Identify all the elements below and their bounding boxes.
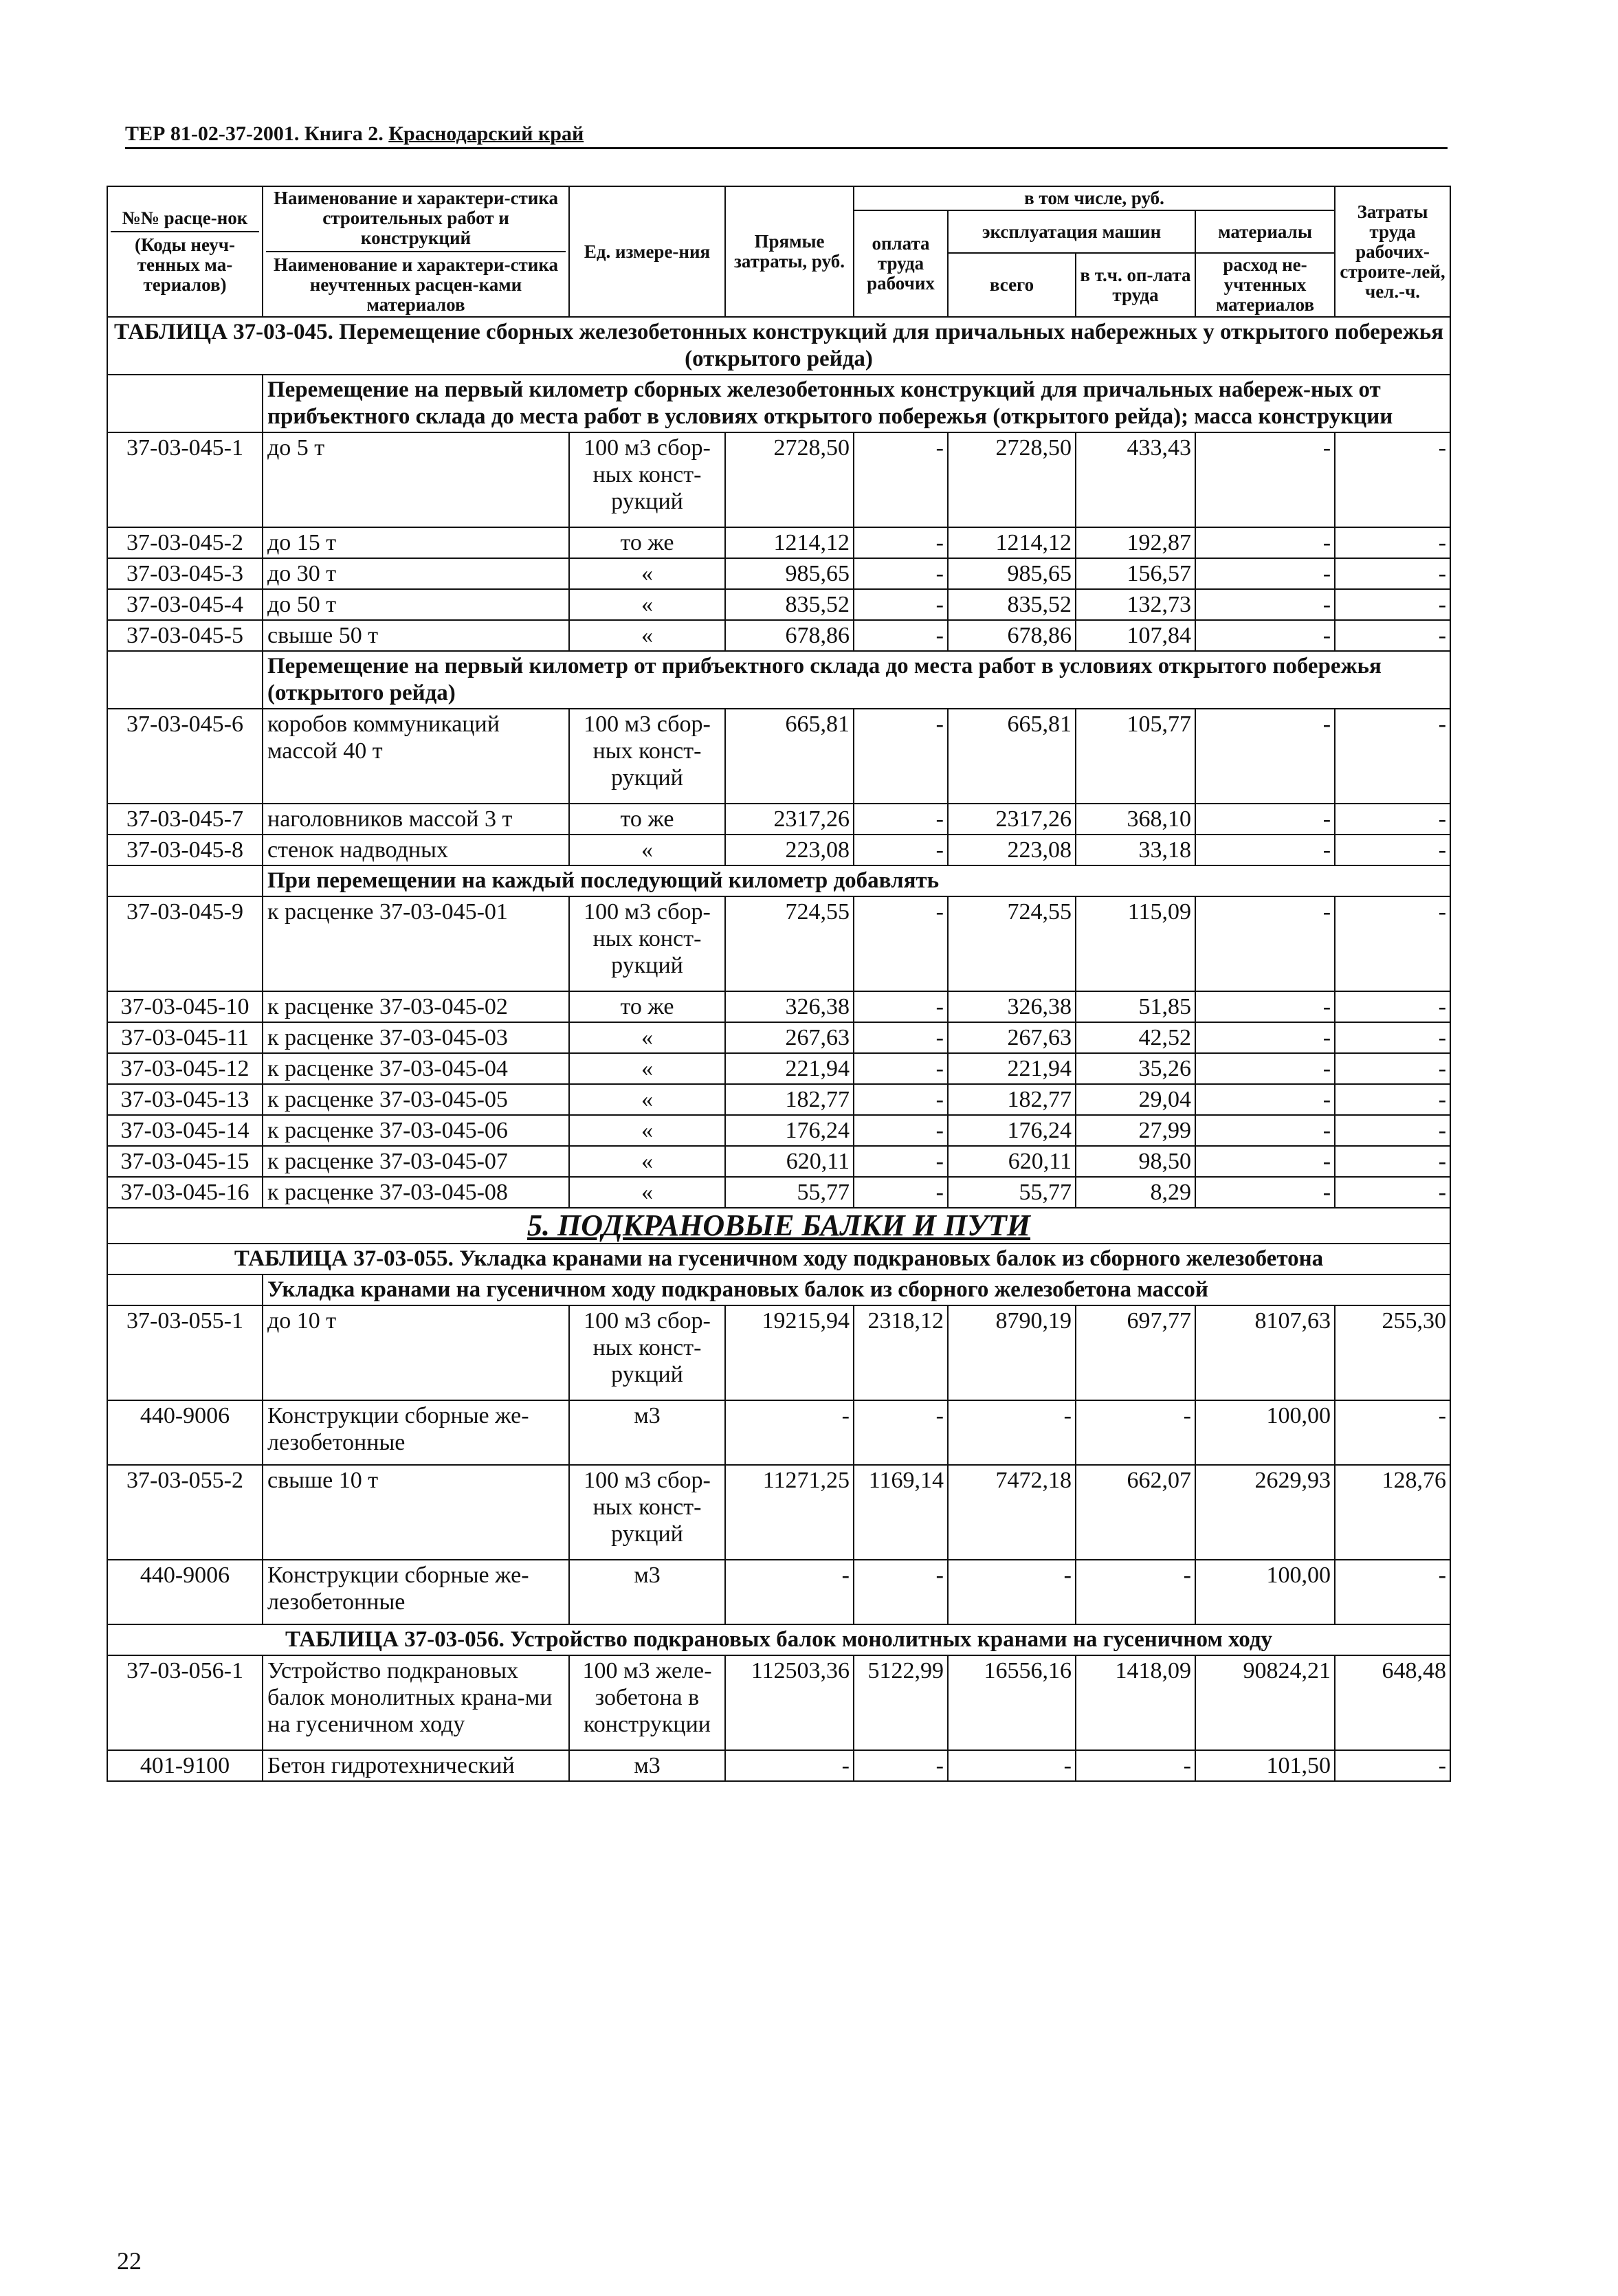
machines-total-cell: 55,77 — [948, 1177, 1076, 1208]
unit-cell: м3 — [569, 1560, 725, 1624]
group-heading: Перемещение на первый километр сборных железобетонных конструкций для причальных набереж-ных от прибъектного склада до места работ в условиях открытого побережья (открытого рейда); масса конструкции — [263, 375, 1450, 432]
labor-pay-cell: - — [854, 1115, 948, 1146]
labor-cost-cell: - — [1335, 589, 1450, 620]
col-incl-header: в том числе, руб. — [854, 186, 1335, 210]
materials-cell: - — [1195, 709, 1335, 804]
rate-code-cell: 37-03-045-9 — [107, 896, 263, 991]
labor-pay-cell: - — [854, 1750, 948, 1781]
col-name-header: Наименование и характери-стика строительных работ и конструкций Наименование и характери-стика неучтенных расцен-ками материалов — [263, 186, 569, 317]
materials-cell: - — [1195, 1146, 1335, 1177]
machines-labor-cell: 51,85 — [1076, 991, 1195, 1022]
rate-code-cell: 440-9006 — [107, 1400, 263, 1465]
machines-labor-cell: - — [1076, 1400, 1195, 1465]
machines-total-cell: - — [948, 1750, 1076, 1781]
direct-cost-cell: 221,94 — [725, 1053, 854, 1084]
machines-total-cell: 2317,26 — [948, 804, 1076, 835]
table-header — [107, 186, 1450, 317]
col-machines-total-header: всего — [948, 253, 1076, 317]
direct-cost-cell: 678,86 — [725, 620, 854, 651]
table-caption-row — [107, 1244, 1450, 1274]
work-name-cell: к расценке 37-03-045-08 — [263, 1177, 569, 1208]
work-name-cell: до 30 т — [263, 558, 569, 589]
machines-total-cell: 182,77 — [948, 1084, 1076, 1115]
work-name-cell: к расценке 37-03-045-06 — [263, 1115, 569, 1146]
labor-cost-cell: - — [1335, 1750, 1450, 1781]
labor-pay-cell: 2318,12 — [854, 1305, 948, 1400]
table-row — [107, 1465, 1450, 1560]
unit-cell: 100 м3 сбор-ных конст-рукций — [569, 896, 725, 991]
labor-pay-cell: 1169,14 — [854, 1465, 948, 1560]
materials-cell: 8107,63 — [1195, 1305, 1335, 1400]
labor-pay-cell: - — [854, 1400, 948, 1465]
unit-cell: то же — [569, 991, 725, 1022]
table-row — [107, 558, 1450, 589]
table-row — [107, 620, 1450, 651]
table-row — [107, 1750, 1450, 1781]
unit-cell: м3 — [569, 1400, 725, 1465]
direct-cost-cell: 326,38 — [725, 991, 854, 1022]
group-heading-row — [107, 651, 1450, 709]
machines-labor-cell: 156,57 — [1076, 558, 1195, 589]
machines-total-cell: 835,52 — [948, 589, 1076, 620]
work-name-cell: стенок надводных — [263, 835, 569, 865]
rate-code-cell: 37-03-055-1 — [107, 1305, 263, 1400]
machines-labor-cell: 8,29 — [1076, 1177, 1195, 1208]
table-row — [107, 709, 1450, 804]
rate-code-cell: 37-03-045-10 — [107, 991, 263, 1022]
table-caption: ТАБЛИЦА 37-03-045. Перемещение сборных железобетонных конструкций для причальных набережных у открытого побережья (открытого рейда) — [107, 317, 1450, 375]
rate-code-cell: 37-03-045-2 — [107, 527, 263, 558]
work-name-cell: к расценке 37-03-045-07 — [263, 1146, 569, 1177]
materials-cell: - — [1195, 558, 1335, 589]
labor-pay-cell: - — [854, 896, 948, 991]
labor-pay-cell: - — [854, 1560, 948, 1624]
machines-labor-cell: - — [1076, 1560, 1195, 1624]
machines-total-cell: - — [948, 1560, 1076, 1624]
materials-cell: - — [1195, 804, 1335, 835]
work-name-cell: Устройство подкрановых балок монолитных крана-ми на гусеничном ходу — [263, 1655, 569, 1750]
work-name-cell: к расценке 37-03-045-05 — [263, 1084, 569, 1115]
materials-cell: - — [1195, 896, 1335, 991]
rate-code-cell: 37-03-045-15 — [107, 1146, 263, 1177]
direct-cost-cell: 176,24 — [725, 1115, 854, 1146]
table-row — [107, 1560, 1450, 1624]
unit-cell: « — [569, 1146, 725, 1177]
rate-code-cell: 440-9006 — [107, 1560, 263, 1624]
col-code-header: №№ расце-нок (Коды неуч-тенных ма-териалов) — [107, 186, 263, 317]
materials-cell: - — [1195, 1084, 1335, 1115]
table-row — [107, 432, 1450, 527]
labor-cost-cell: - — [1335, 1400, 1450, 1465]
unit-cell: м3 — [569, 1750, 725, 1781]
labor-cost-cell: 255,30 — [1335, 1305, 1450, 1400]
section-title: 5. ПОДКРАНОВЫЕ БАЛКИ И ПУТИ — [107, 1208, 1450, 1244]
direct-cost-cell: 267,63 — [725, 1022, 854, 1053]
unit-cell: « — [569, 1022, 725, 1053]
machines-total-cell: 176,24 — [948, 1115, 1076, 1146]
work-name-cell: Конструкции сборные же-лезобетонные — [263, 1400, 569, 1465]
materials-cell: - — [1195, 1115, 1335, 1146]
labor-pay-cell: - — [854, 527, 948, 558]
col-labor-pay-header: оплата труда рабочих — [854, 210, 948, 317]
rate-code-cell: 37-03-045-14 — [107, 1115, 263, 1146]
unit-cell: « — [569, 1084, 725, 1115]
direct-cost-cell: 19215,94 — [725, 1305, 854, 1400]
materials-cell: - — [1195, 432, 1335, 527]
machines-labor-cell: 1418,09 — [1076, 1655, 1195, 1750]
machines-labor-cell: 105,77 — [1076, 709, 1195, 804]
machines-labor-cell: 35,26 — [1076, 1053, 1195, 1084]
unit-cell: 100 м3 желе-зобетона в конструкции — [569, 1655, 725, 1750]
machines-labor-cell: 433,43 — [1076, 432, 1195, 527]
labor-pay-cell: - — [854, 991, 948, 1022]
labor-pay-cell: - — [854, 1022, 948, 1053]
materials-cell: 90824,21 — [1195, 1655, 1335, 1750]
price-table — [107, 186, 1451, 1782]
machines-labor-cell: 107,84 — [1076, 620, 1195, 651]
labor-cost-cell: - — [1335, 896, 1450, 991]
machines-labor-cell: 662,07 — [1076, 1465, 1195, 1560]
machines-labor-cell: - — [1076, 1750, 1195, 1781]
group-heading-code-cell — [107, 651, 263, 709]
unit-cell: то же — [569, 804, 725, 835]
table-row — [107, 1655, 1450, 1750]
work-name-cell: к расценке 37-03-045-04 — [263, 1053, 569, 1084]
rate-code-cell: 37-03-045-3 — [107, 558, 263, 589]
rate-code-cell: 37-03-045-5 — [107, 620, 263, 651]
unit-cell: « — [569, 620, 725, 651]
unit-cell: то же — [569, 527, 725, 558]
unit-cell: 100 м3 сбор-ных конст-рукций — [569, 1305, 725, 1400]
rate-code-cell: 37-03-045-7 — [107, 804, 263, 835]
direct-cost-cell: 2728,50 — [725, 432, 854, 527]
rate-code-cell: 37-03-056-1 — [107, 1655, 263, 1750]
labor-pay-cell: - — [854, 558, 948, 589]
machines-labor-cell: 192,87 — [1076, 527, 1195, 558]
unit-cell: « — [569, 1115, 725, 1146]
table-row — [107, 1177, 1450, 1208]
machines-labor-cell: 29,04 — [1076, 1084, 1195, 1115]
direct-cost-cell: 985,65 — [725, 558, 854, 589]
group-heading: Укладка кранами на гусеничном ходу подкрановых балок из сборного железобетона массой — [263, 1274, 1450, 1305]
machines-total-cell: 221,94 — [948, 1053, 1076, 1084]
work-name-cell: свыше 10 т — [263, 1465, 569, 1560]
table-row — [107, 1146, 1450, 1177]
labor-cost-cell: - — [1335, 432, 1450, 527]
direct-cost-cell: 724,55 — [725, 896, 854, 991]
table-row — [107, 835, 1450, 865]
table-row — [107, 991, 1450, 1022]
group-heading: Перемещение на первый километр от прибъектного склада до места работ в условиях открытого побережья (открытого рейда) — [263, 651, 1450, 709]
machines-labor-cell: 368,10 — [1076, 804, 1195, 835]
labor-cost-cell: - — [1335, 835, 1450, 865]
materials-cell: - — [1195, 1177, 1335, 1208]
table-row — [107, 1053, 1450, 1084]
document-header — [125, 122, 1448, 149]
direct-cost-cell: - — [725, 1400, 854, 1465]
machines-labor-cell: 697,77 — [1076, 1305, 1195, 1400]
direct-cost-cell: 112503,36 — [725, 1655, 854, 1750]
machines-total-cell: - — [948, 1400, 1076, 1465]
materials-cell: - — [1195, 589, 1335, 620]
page-number: 22 — [117, 2247, 142, 2275]
materials-cell: - — [1195, 835, 1335, 865]
labor-cost-cell: - — [1335, 1022, 1450, 1053]
unit-cell: « — [569, 558, 725, 589]
labor-cost-cell: - — [1335, 558, 1450, 589]
machines-total-cell: 1214,12 — [948, 527, 1076, 558]
labor-cost-cell: 128,76 — [1335, 1465, 1450, 1560]
group-heading-code-cell — [107, 865, 263, 896]
table-caption: ТАБЛИЦА 37-03-056. Устройство подкрановых балок монолитных кранами на гусеничном ходу — [107, 1624, 1450, 1655]
machines-total-cell: 223,08 — [948, 835, 1076, 865]
work-name-cell: свыше 50 т — [263, 620, 569, 651]
table-row — [107, 1022, 1450, 1053]
machines-total-cell: 678,86 — [948, 620, 1076, 651]
rate-code-cell: 37-03-045-12 — [107, 1053, 263, 1084]
labor-cost-cell: - — [1335, 1177, 1450, 1208]
work-name-cell: до 50 т — [263, 589, 569, 620]
col-labor-cost-header: Затраты труда рабочих-строите-лей, чел.-ч. — [1335, 186, 1450, 317]
table-row — [107, 1305, 1450, 1400]
machines-labor-cell: 42,52 — [1076, 1022, 1195, 1053]
col-materials-header: материалы — [1195, 210, 1335, 253]
direct-cost-cell: 182,77 — [725, 1084, 854, 1115]
labor-pay-cell: - — [854, 804, 948, 835]
materials-cell: - — [1195, 620, 1335, 651]
group-heading-code-cell — [107, 375, 263, 432]
labor-cost-cell: - — [1335, 1146, 1450, 1177]
direct-cost-cell: 2317,26 — [725, 804, 854, 835]
machines-labor-cell: 27,99 — [1076, 1115, 1195, 1146]
labor-cost-cell: - — [1335, 804, 1450, 835]
table-row — [107, 1400, 1450, 1465]
labor-pay-cell: - — [854, 1053, 948, 1084]
unit-cell: « — [569, 1177, 725, 1208]
labor-pay-cell: - — [854, 709, 948, 804]
table-caption: ТАБЛИЦА 37-03-055. Укладка кранами на гусеничном ходу подкрановых балок из сборного железобетона — [107, 1244, 1450, 1274]
work-name-cell: к расценке 37-03-045-02 — [263, 991, 569, 1022]
materials-cell: - — [1195, 1022, 1335, 1053]
group-heading-row — [107, 375, 1450, 432]
group-heading-row — [107, 1274, 1450, 1305]
work-name-cell: до 10 т — [263, 1305, 569, 1400]
header-region: Краснодарский край — [388, 122, 584, 145]
labor-pay-cell: - — [854, 1146, 948, 1177]
labor-pay-cell: - — [854, 589, 948, 620]
labor-cost-cell: - — [1335, 527, 1450, 558]
table-body — [107, 317, 1450, 1781]
labor-cost-cell: - — [1335, 1115, 1450, 1146]
unit-cell: « — [569, 589, 725, 620]
unit-cell: 100 м3 сбор-ных конст-рукций — [569, 432, 725, 527]
group-heading-code-cell — [107, 1274, 263, 1305]
work-name-cell: наголовников массой 3 т — [263, 804, 569, 835]
labor-pay-cell: - — [854, 835, 948, 865]
machines-labor-cell: 33,18 — [1076, 835, 1195, 865]
work-name-cell: к расценке 37-03-045-03 — [263, 1022, 569, 1053]
rate-code-cell: 37-03-045-1 — [107, 432, 263, 527]
table-row — [107, 896, 1450, 991]
labor-pay-cell: - — [854, 1177, 948, 1208]
header-title: ТЕР 81-02-37-2001. Книга 2. — [125, 122, 389, 145]
machines-total-cell: 724,55 — [948, 896, 1076, 991]
work-name-cell: Конструкции сборные же-лезобетонные — [263, 1560, 569, 1624]
table-row — [107, 1115, 1450, 1146]
labor-cost-cell: - — [1335, 1053, 1450, 1084]
rate-code-cell: 37-03-045-8 — [107, 835, 263, 865]
col-materials-sub-header: расход не-учтенных материалов — [1195, 253, 1335, 317]
labor-pay-cell: 5122,99 — [854, 1655, 948, 1750]
col-direct-header: Прямые затраты, руб. — [725, 186, 854, 317]
table-row — [107, 589, 1450, 620]
group-heading-row — [107, 865, 1450, 896]
rate-code-cell: 37-03-045-6 — [107, 709, 263, 804]
unit-cell: « — [569, 1053, 725, 1084]
table-caption-row — [107, 1624, 1450, 1655]
labor-cost-cell: - — [1335, 1084, 1450, 1115]
machines-total-cell: 620,11 — [948, 1146, 1076, 1177]
materials-cell: - — [1195, 527, 1335, 558]
col-machines-header: эксплуатация машин — [948, 210, 1195, 253]
labor-cost-cell: - — [1335, 620, 1450, 651]
materials-cell: - — [1195, 1053, 1335, 1084]
direct-cost-cell: 665,81 — [725, 709, 854, 804]
machines-labor-cell: 132,73 — [1076, 589, 1195, 620]
rate-code-cell: 37-03-055-2 — [107, 1465, 263, 1560]
machines-total-cell: 8790,19 — [948, 1305, 1076, 1400]
machines-labor-cell: 115,09 — [1076, 896, 1195, 991]
rate-code-cell: 37-03-045-11 — [107, 1022, 263, 1053]
table-row — [107, 527, 1450, 558]
work-name-cell: до 15 т — [263, 527, 569, 558]
work-name-cell: к расценке 37-03-045-01 — [263, 896, 569, 991]
labor-cost-cell: - — [1335, 1560, 1450, 1624]
direct-cost-cell: - — [725, 1560, 854, 1624]
direct-cost-cell: 11271,25 — [725, 1465, 854, 1560]
rate-code-cell: 37-03-045-16 — [107, 1177, 263, 1208]
materials-cell: 101,50 — [1195, 1750, 1335, 1781]
labor-pay-cell: - — [854, 432, 948, 527]
machines-total-cell: 267,63 — [948, 1022, 1076, 1053]
table-row — [107, 1084, 1450, 1115]
unit-cell: 100 м3 сбор-ных конст-рукций — [569, 1465, 725, 1560]
materials-cell: 100,00 — [1195, 1400, 1335, 1465]
col-unit-header: Ед. измере-ния — [569, 186, 725, 317]
machines-labor-cell: 98,50 — [1076, 1146, 1195, 1177]
direct-cost-cell: 835,52 — [725, 589, 854, 620]
machines-total-cell: 985,65 — [948, 558, 1076, 589]
table-row — [107, 804, 1450, 835]
machines-total-cell: 326,38 — [948, 991, 1076, 1022]
col-machines-labor-header: в т.ч. оп-лата труда — [1076, 253, 1195, 317]
materials-cell: 2629,93 — [1195, 1465, 1335, 1560]
labor-pay-cell: - — [854, 1084, 948, 1115]
table-caption-row — [107, 317, 1450, 375]
labor-cost-cell: - — [1335, 991, 1450, 1022]
work-name-cell: до 5 т — [263, 432, 569, 527]
rate-code-cell: 37-03-045-13 — [107, 1084, 263, 1115]
materials-cell: - — [1195, 991, 1335, 1022]
labor-cost-cell: - — [1335, 709, 1450, 804]
machines-total-cell: 7472,18 — [948, 1465, 1076, 1560]
materials-cell: 100,00 — [1195, 1560, 1335, 1624]
unit-cell: « — [569, 835, 725, 865]
direct-cost-cell: - — [725, 1750, 854, 1781]
work-name-cell: Бетон гидротехнический — [263, 1750, 569, 1781]
section-title-row — [107, 1208, 1450, 1244]
machines-total-cell: 2728,50 — [948, 432, 1076, 527]
machines-total-cell: 665,81 — [948, 709, 1076, 804]
direct-cost-cell: 55,77 — [725, 1177, 854, 1208]
direct-cost-cell: 1214,12 — [725, 527, 854, 558]
rate-code-cell: 37-03-045-4 — [107, 589, 263, 620]
work-name-cell: коробов коммуникаций массой 40 т — [263, 709, 569, 804]
labor-pay-cell: - — [854, 620, 948, 651]
labor-cost-cell: 648,48 — [1335, 1655, 1450, 1750]
machines-total-cell: 16556,16 — [948, 1655, 1076, 1750]
direct-cost-cell: 620,11 — [725, 1146, 854, 1177]
direct-cost-cell: 223,08 — [725, 835, 854, 865]
group-heading: При перемещении на каждый последующий километр добавлять — [263, 865, 1450, 896]
rate-code-cell: 401-9100 — [107, 1750, 263, 1781]
unit-cell: 100 м3 сбор-ных конст-рукций — [569, 709, 725, 804]
